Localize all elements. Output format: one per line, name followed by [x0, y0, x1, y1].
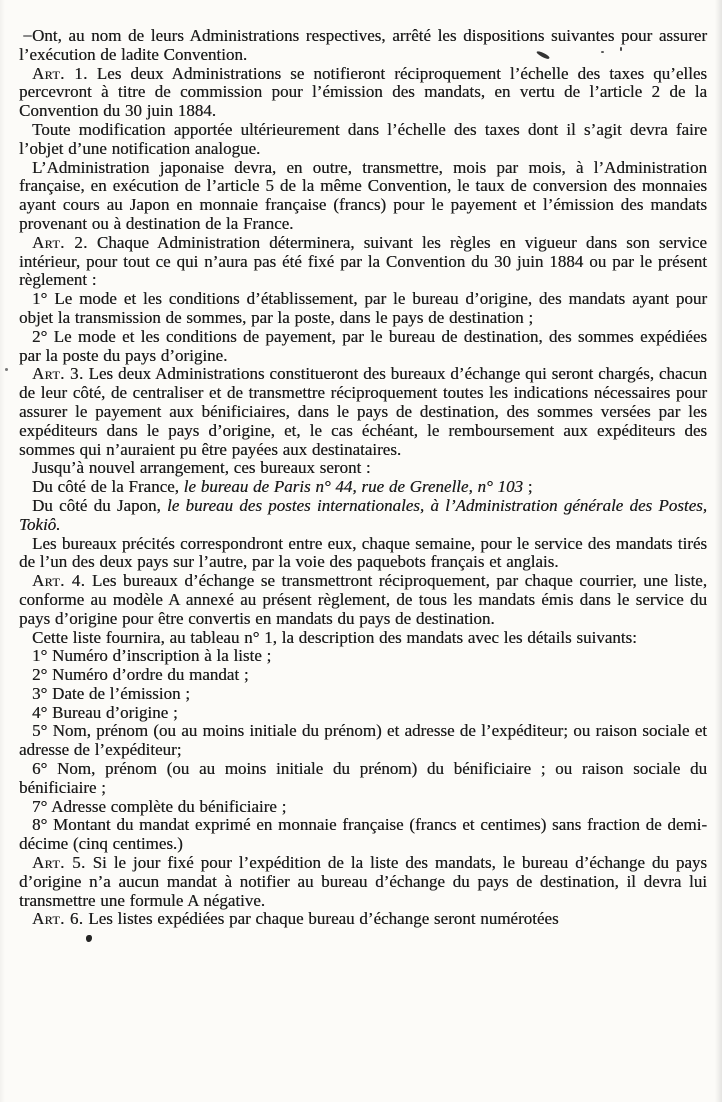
scan-artifact-speck: [620, 47, 622, 51]
paragraph-20: [19, 760, 707, 798]
paragraph-21: [19, 798, 707, 817]
paragraph-4: [19, 159, 707, 234]
text-segment: Les deux Administrations se notifieront réciproquement l’échelle des taxes qu’elles percevront à titre de commission pour l’émission des mandats, en vertu de l’article 2 de la Convention du 30 juin 1884.: [19, 63, 707, 121]
paragraph-10: [19, 478, 707, 497]
paragraph-8: [19, 365, 707, 459]
paragraph-23: [19, 854, 707, 910]
paragraph-7: [19, 328, 707, 366]
text-segment: 1° Le mode et les conditions d’établissement, par le bureau d’origine, des mandats ayant pour objet la transmission de sommes, par la poste, dans le pays de destination ;: [19, 289, 707, 327]
text-segment: 1° Numéro d’inscription à la liste ;: [32, 646, 272, 666]
text-segment: Les bureaux d’échange se transmettront réciproquement, par chaque courrier, une liste, conforme au modèle A annexé au présent règlement, de tous les mandats émis dans le service du pays d’origine pour être convertis en mandats du pays de destination.: [19, 571, 707, 628]
text-segment: 7° Adresse complète du bénificiaire ;: [32, 796, 287, 816]
scan-artifact-speck: [5, 368, 8, 371]
paragraph-2: [19, 65, 707, 121]
text-segment: Jusqu’à nouvel arrangement, ces bureaux seront :: [32, 458, 371, 478]
text-segment: 3° Date de l’émission ;: [32, 683, 190, 703]
paragraph-11: [19, 497, 707, 535]
text-segment: L’Administration japonaise devra, en outre, transmettre, mois par mois, à l’Administration française, en exécution de l’article 5 de la même Convention, le taux de conversion des monnaies ayant cours au Japon en monnaie française (francs) pour le payement et l’émission des mandats provenant ou à destination de la France.: [19, 157, 707, 233]
paragraph-22: [19, 816, 707, 854]
article-label: Art. 6.: [32, 909, 84, 929]
text-segment: Si le jour fixé pour l’expédition de la liste des mandats, le bureau d’échange du pays d’origine n’a aucun mandat à notifier au bureau d’échange du pays de destination, il devra lui transmettre une formule A négative.: [19, 853, 707, 910]
paragraph-3: [19, 121, 707, 159]
text-segment: Du côté du Japon,: [32, 495, 167, 515]
text-segment: Du côté de la France,: [32, 477, 184, 497]
text-segment: 5° Nom, prénom (ou au moins initiale du prénom) et adresse de l’expéditeur; ou raison sociale et adresse de l’expéditeur;: [19, 721, 707, 760]
article-label: Art. 5.: [32, 853, 86, 873]
article-label: Art. 3.: [32, 364, 84, 384]
paragraph-24: [19, 910, 707, 929]
paragraph-1: [19, 27, 707, 65]
paragraph-5: [19, 234, 707, 290]
text-segment: Ont, au nom de leurs Administrations respectives, arrêté les dispositions suivantes pour assurer l’exécution de ladite Convention.: [19, 26, 707, 64]
scan-artifact-dash: [23, 35, 32, 37]
paragraph-15: [19, 647, 707, 666]
article-label: Art. 2.: [32, 232, 88, 252]
paragraph-6: [19, 290, 707, 328]
scan-edge-shading-left: [0, 0, 5, 1102]
text-segment: le bureau de Paris n° 44, rue de Grenelle, n° 103: [183, 477, 524, 497]
paragraph-16: [19, 666, 707, 685]
text-segment: le bureau des postes internationales, à l’Administration générale des Postes, Tokiô.: [19, 495, 707, 534]
scan-artifact-ink-blob: [86, 935, 92, 942]
article-label: Art. 1.: [32, 63, 88, 83]
text-segment: Les bureaux précités correspondront entre eux, chaque semaine, pour le service des mandats tirés de l’un des deux pays sur l’autre, par la voie des paquebots français et anglais.: [19, 533, 707, 572]
text-segment: 4° Bureau d’origine ;: [32, 702, 178, 722]
paragraph-17: [19, 685, 707, 704]
text-segment: Toute modification apportée ultérieurement dans l’échelle des taxes dont il s’agit devra faire l’objet d’une notification analogue.: [19, 119, 707, 158]
paragraph-12: [19, 535, 707, 573]
paragraph-19: [19, 722, 707, 760]
paragraph-18: [19, 704, 707, 723]
text-segment: 6° Nom, prénom (ou au moins initiale du prénom) du bénificiaire ; ou raison sociale du bénificiaire ;: [19, 759, 707, 797]
text-segment: Cette liste fournira, au tableau n° 1, la description des mandats avec les détails suivants:: [32, 627, 637, 647]
scan-edge-shading-right: [715, 0, 722, 1102]
page-text: [19, 27, 707, 929]
text-segment: Chaque Administration déterminera, suivant les règles en vigueur dans son service intérieur, pour tout ce qui n’aura pas été fixé par la Convention du 30 juin 1884 ou par le présent règlement :: [19, 232, 707, 290]
paragraph-14: [19, 629, 707, 648]
text-segment: Les listes expédiées par chaque bureau d’échange seront numérotées: [83, 909, 559, 929]
article-label: Art. 4.: [32, 571, 86, 591]
text-segment: ;: [523, 477, 533, 497]
text-segment: Les deux Administrations constitueront des bureaux d’échange qui seront chargés, chacun de leur côté, de centraliser et de transmettre réciproquement toutes les indications nécessaires pour assurer le payement aux bénificiaires, dans le pays de destination, des sommes versées par les expéditeurs dans le pays d’origine, et, le cas échéant, le remboursement aux expéditeurs des sommes qui n’auraient pu être payées aux destinataires.: [19, 364, 707, 459]
text-segment: 2° Numéro d’ordre du mandat ;: [32, 665, 249, 685]
text-segment: 8° Montant du mandat exprimé en monnaie française (francs et centimes) sans fraction de demi-décime (cinq centimes.): [19, 815, 707, 854]
scan-artifact-speck: [601, 51, 604, 53]
paragraph-13: [19, 572, 707, 628]
text-segment: 2° Le mode et les conditions de payement, par le bureau de destination, des sommes expédiées par la poste du pays d’origine.: [19, 326, 707, 365]
paragraph-9: [19, 459, 707, 478]
